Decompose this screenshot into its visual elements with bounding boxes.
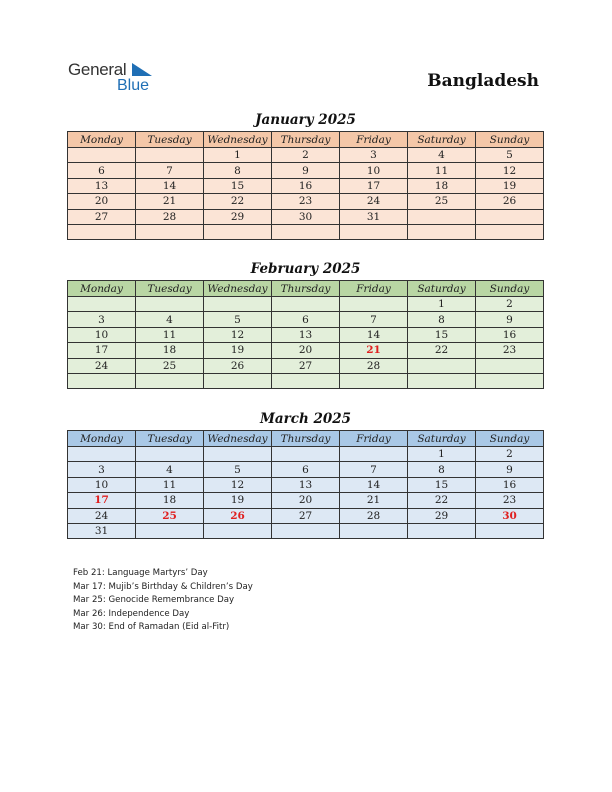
day-cell: 1: [408, 297, 476, 312]
day-cell: 18: [136, 493, 204, 508]
holiday-note: Mar 25: Genocide Remembrance Day: [73, 595, 235, 606]
weekday-header: Tuesday: [136, 281, 204, 297]
empty-day-cell: [272, 373, 340, 388]
week-row: [68, 148, 544, 163]
day-cell: 2: [476, 297, 544, 312]
day-cell: 12: [204, 477, 272, 492]
weekday-header: Monday: [68, 431, 136, 447]
day-cell: 16: [272, 178, 340, 193]
day-cell: 13: [272, 327, 340, 342]
week-row: [68, 194, 544, 209]
day-cell: 26: [204, 358, 272, 373]
day-cell: 6: [272, 312, 340, 327]
day-cell: 22: [408, 343, 476, 358]
month-title: March 2025: [259, 411, 352, 427]
logo-flag-icon: [132, 63, 154, 77]
day-cell: 8: [408, 312, 476, 327]
empty-day-cell: [68, 297, 136, 312]
empty-day-cell: [408, 373, 476, 388]
weekday-header: Monday: [68, 132, 136, 148]
weekday-header: Monday: [68, 281, 136, 297]
day-cell: 23: [272, 194, 340, 209]
empty-day-cell: [340, 523, 408, 538]
week-row: [68, 343, 544, 358]
weekday-header: Tuesday: [136, 132, 204, 148]
day-cell: 2: [476, 447, 544, 462]
weekday-header-row: [68, 132, 544, 148]
day-cell: 14: [340, 477, 408, 492]
day-cell: 10: [68, 477, 136, 492]
day-cell: 19: [204, 343, 272, 358]
week-row: [68, 447, 544, 462]
week-row: [68, 209, 544, 224]
weekday-header-row: [68, 431, 544, 447]
day-cell: 13: [68, 178, 136, 193]
week-row: [68, 462, 544, 477]
day-cell: 29: [204, 209, 272, 224]
day-cell: 14: [136, 178, 204, 193]
day-cell: 8: [204, 163, 272, 178]
holiday-note: Mar 17: Mujib’s Birthday & Children’s Day: [73, 581, 253, 592]
day-cell: 11: [408, 163, 476, 178]
week-row: [68, 358, 544, 373]
weekday-header: Wednesday: [204, 431, 272, 447]
day-cell: 11: [136, 477, 204, 492]
holiday-note: Mar 26: Independence Day: [73, 608, 190, 619]
logo-text-general: General: [68, 60, 127, 79]
empty-day-cell: [68, 148, 136, 163]
empty-day-cell: [408, 523, 476, 538]
weekday-header: Thursday: [272, 132, 340, 148]
day-cell: 6: [272, 462, 340, 477]
day-cell: 3: [68, 462, 136, 477]
empty-day-cell: [204, 224, 272, 239]
day-cell: 3: [340, 148, 408, 163]
day-cell: 4: [408, 148, 476, 163]
weekday-header: Saturday: [408, 281, 476, 297]
week-row: [68, 178, 544, 193]
empty-day-cell: [204, 447, 272, 462]
weekday-header: Friday: [340, 132, 408, 148]
week-row: [68, 297, 544, 312]
day-cell: 10: [68, 327, 136, 342]
day-cell: 6: [68, 163, 136, 178]
day-cell: 1: [408, 447, 476, 462]
day-cell: 21: [136, 194, 204, 209]
empty-day-cell: [136, 523, 204, 538]
empty-day-cell: [408, 358, 476, 373]
calendar-table: [67, 131, 544, 240]
day-cell: 18: [408, 178, 476, 193]
day-cell: 15: [408, 477, 476, 492]
day-cell: 23: [476, 493, 544, 508]
weekday-header: Sunday: [476, 281, 544, 297]
weekday-header: Sunday: [476, 431, 544, 447]
empty-day-cell: [204, 523, 272, 538]
calendar-table: [67, 280, 544, 389]
day-cell: 24: [68, 508, 136, 523]
day-cell: 22: [204, 194, 272, 209]
empty-day-cell: [272, 297, 340, 312]
day-cell: 28: [340, 358, 408, 373]
calendar-table: [67, 430, 544, 539]
day-cell: 9: [476, 312, 544, 327]
empty-day-cell: [476, 373, 544, 388]
day-cell: 11: [136, 327, 204, 342]
week-row: [68, 508, 544, 523]
day-cell: 20: [272, 343, 340, 358]
holiday-day-cell: 21: [340, 343, 408, 358]
day-cell: 28: [340, 508, 408, 523]
empty-day-cell: [136, 447, 204, 462]
day-cell: 27: [272, 358, 340, 373]
day-cell: 28: [136, 209, 204, 224]
empty-day-cell: [340, 373, 408, 388]
day-cell: 25: [408, 194, 476, 209]
empty-day-cell: [340, 297, 408, 312]
logo-text-blue: Blue: [117, 77, 150, 94]
day-cell: 25: [136, 358, 204, 373]
day-cell: 19: [476, 178, 544, 193]
empty-day-cell: [272, 224, 340, 239]
day-cell: 5: [204, 462, 272, 477]
day-cell: 8: [408, 462, 476, 477]
empty-day-cell: [204, 373, 272, 388]
day-cell: 27: [272, 508, 340, 523]
holiday-day-cell: 25: [136, 508, 204, 523]
day-cell: 7: [340, 312, 408, 327]
empty-day-cell: [272, 523, 340, 538]
weekday-header: Friday: [340, 431, 408, 447]
month-march: [67, 411, 544, 539]
weekday-header: Thursday: [272, 431, 340, 447]
month-january: [67, 112, 544, 240]
day-cell: 18: [136, 343, 204, 358]
weekday-header: Saturday: [408, 431, 476, 447]
empty-day-cell: [408, 209, 476, 224]
empty-day-cell: [136, 297, 204, 312]
week-row: [68, 523, 544, 538]
day-cell: 12: [476, 163, 544, 178]
day-cell: 12: [204, 327, 272, 342]
weekday-header: Friday: [340, 281, 408, 297]
day-cell: 14: [340, 327, 408, 342]
empty-day-cell: [136, 148, 204, 163]
week-row: [68, 163, 544, 178]
day-cell: 7: [136, 163, 204, 178]
empty-day-cell: [476, 209, 544, 224]
week-row: [68, 312, 544, 327]
day-cell: 4: [136, 312, 204, 327]
day-cell: 24: [340, 194, 408, 209]
weekday-header: Wednesday: [204, 281, 272, 297]
week-row: [68, 327, 544, 342]
holiday-day-cell: 26: [204, 508, 272, 523]
day-cell: 2: [272, 148, 340, 163]
empty-day-cell: [204, 297, 272, 312]
day-cell: 26: [476, 194, 544, 209]
day-cell: 15: [408, 327, 476, 342]
empty-day-cell: [340, 447, 408, 462]
holiday-day-cell: 17: [68, 493, 136, 508]
day-cell: 27: [68, 209, 136, 224]
weekday-header: Thursday: [272, 281, 340, 297]
empty-day-cell: [340, 224, 408, 239]
day-cell: 29: [408, 508, 476, 523]
holiday-note: Feb 21: Language Martyrs’ Day: [73, 568, 208, 578]
empty-day-cell: [476, 224, 544, 239]
day-cell: 1: [204, 148, 272, 163]
holiday-notes: [73, 567, 253, 635]
day-cell: 21: [340, 493, 408, 508]
day-cell: 31: [68, 523, 136, 538]
weekday-header: Tuesday: [136, 431, 204, 447]
day-cell: 17: [340, 178, 408, 193]
day-cell: 20: [272, 493, 340, 508]
day-cell: 10: [340, 163, 408, 178]
logo: [68, 60, 168, 100]
day-cell: 22: [408, 493, 476, 508]
day-cell: 24: [68, 358, 136, 373]
day-cell: 30: [272, 209, 340, 224]
day-cell: 5: [476, 148, 544, 163]
empty-day-cell: [136, 224, 204, 239]
holiday-note: Mar 30: End of Ramadan (Eid al-Fitr): [73, 622, 230, 633]
weekday-header-row: [68, 281, 544, 297]
day-cell: 23: [476, 343, 544, 358]
empty-day-cell: [476, 523, 544, 538]
day-cell: 19: [204, 493, 272, 508]
day-cell: 31: [340, 209, 408, 224]
week-row: [68, 493, 544, 508]
day-cell: 5: [204, 312, 272, 327]
day-cell: 13: [272, 477, 340, 492]
empty-day-cell: [272, 447, 340, 462]
day-cell: 9: [272, 163, 340, 178]
day-cell: 15: [204, 178, 272, 193]
weekday-header: Sunday: [476, 132, 544, 148]
week-row: [68, 477, 544, 492]
month-title: January 2025: [255, 112, 356, 128]
month-title: February 2025: [250, 261, 361, 277]
holiday-day-cell: 30: [476, 508, 544, 523]
week-row: [68, 224, 544, 239]
weekday-header: Saturday: [408, 132, 476, 148]
day-cell: 20: [68, 194, 136, 209]
empty-day-cell: [476, 358, 544, 373]
day-cell: 17: [68, 343, 136, 358]
month-february: [67, 261, 544, 389]
day-cell: 7: [340, 462, 408, 477]
empty-day-cell: [136, 373, 204, 388]
empty-day-cell: [408, 224, 476, 239]
empty-day-cell: [68, 224, 136, 239]
empty-day-cell: [68, 373, 136, 388]
day-cell: 16: [476, 477, 544, 492]
day-cell: 3: [68, 312, 136, 327]
weekday-header: Wednesday: [204, 132, 272, 148]
empty-day-cell: [68, 447, 136, 462]
day-cell: 4: [136, 462, 204, 477]
day-cell: 16: [476, 327, 544, 342]
country-title: Bangladesh: [427, 71, 539, 91]
week-row: [68, 373, 544, 388]
day-cell: 9: [476, 462, 544, 477]
